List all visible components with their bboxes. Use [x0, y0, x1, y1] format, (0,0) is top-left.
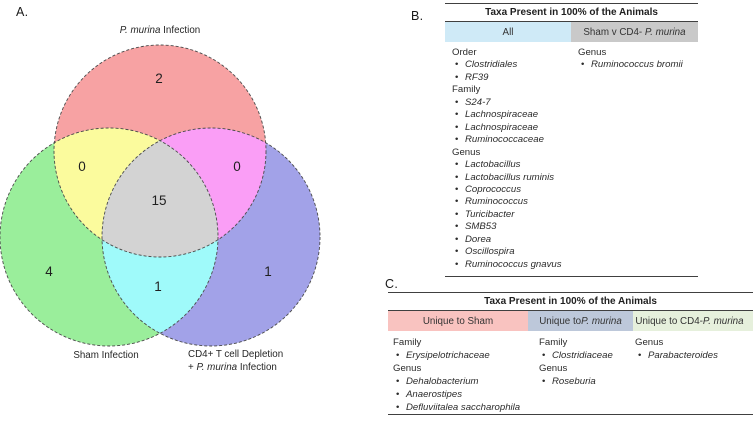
taxon: • Roseburia — [539, 375, 613, 388]
taxon: • Ruminococcus gnavus — [452, 259, 562, 271]
taxon: • Oscillospira — [452, 246, 562, 258]
panel-c-col-cd4 — [635, 336, 718, 362]
venn-count-sham-pmurina: 0 — [78, 159, 86, 174]
group-name: Genus — [635, 337, 664, 348]
panel-b-header-sham-v-cd4: Sham v CD4- P. murina — [583, 26, 686, 38]
venn-count-cd4-pmurina: 0 — [233, 159, 241, 174]
taxon: • Erysipelotrichaceae — [393, 349, 520, 362]
panel-b-table — [445, 3, 698, 277]
venn-count-center: 15 — [151, 193, 167, 208]
group-name: Family — [393, 337, 422, 348]
venn-diagram — [0, 0, 340, 421]
group-name: Genus — [539, 363, 568, 374]
taxon: • Coprococcus — [452, 184, 562, 196]
taxon: • Lachnospiraceae — [452, 109, 562, 121]
taxon: • Lachnospiraceae — [452, 122, 562, 134]
taxon: • Lactobacillus — [452, 159, 562, 171]
group-name: Genus — [452, 146, 481, 158]
panel-b-header-row — [445, 22, 698, 42]
group-name: Order — [452, 47, 477, 58]
venn-label-pmurina — [120, 25, 200, 36]
panel-c-header-row — [388, 311, 753, 331]
taxon: • S24-7 — [452, 97, 562, 109]
taxon: • Ruminococcus bromii — [578, 59, 683, 71]
group-name: Family — [539, 337, 568, 348]
venn-label-sham: Sham Infection — [73, 350, 139, 361]
taxon: • RF39 — [452, 72, 562, 84]
venn-label-pmurina-rest: Infection — [160, 25, 201, 36]
venn-count-pmurina-only: 2 — [155, 71, 163, 86]
panel-c-table — [388, 292, 753, 415]
panel-c-body — [388, 331, 753, 415]
taxon: • Defluviitalea saccharophila — [393, 401, 520, 414]
panel-c-title: Taxa Present in 100% of the Animals — [388, 292, 753, 311]
panel-c-header-unique-pmurina: Unique to P. murina — [528, 311, 633, 331]
panel-c-col-pmurina — [539, 336, 613, 388]
taxon: • Ruminococcaceae — [452, 134, 562, 146]
taxon: • Clostridiaceae — [539, 349, 613, 362]
venn-count-sham-only: 4 — [45, 264, 53, 279]
venn-label-cd4-line2: + P. murina Infection — [188, 361, 277, 373]
panel-c-header-unique-cd4: Unique to CD4- P. murina — [635, 315, 744, 327]
panel-b-label: B. — [411, 9, 424, 23]
taxon: • Turicibacter — [452, 209, 562, 221]
taxon: • Anaerostipes — [393, 388, 520, 401]
taxon: • Parabacteroides — [635, 349, 718, 362]
panel-b-col-all — [452, 47, 562, 271]
venn-label-cd4-line1: CD4+ T cell Depletion — [188, 349, 284, 360]
taxon: • Dorea — [452, 234, 562, 246]
group-name: Family — [452, 84, 481, 96]
panel-c-col-sham — [393, 336, 520, 414]
panel-c-header-unique-sham: Unique to Sham — [388, 311, 528, 331]
panel-b-body — [445, 42, 698, 277]
venn-count-sham-cd4: 1 — [154, 279, 162, 294]
taxon: • Lactobacillus ruminis — [452, 172, 562, 184]
group-name: Genus — [393, 363, 422, 374]
panel-b-title: Taxa Present in 100% of the Animals — [445, 3, 698, 22]
taxon: • Clostridiales — [452, 59, 562, 71]
panel-c-label: C. — [385, 277, 399, 291]
group-name: Genus — [578, 47, 607, 58]
panel-b-col-sham-v-cd4 — [578, 47, 683, 72]
venn-label-pmurina-italic: P. murina — [119, 25, 161, 36]
panel-b-header-all: All — [445, 22, 571, 42]
venn-count-cd4-only: 1 — [264, 264, 272, 279]
taxon: • Ruminococcus — [452, 196, 562, 208]
taxon: • SMB53 — [452, 221, 562, 233]
venn-label-cd4 — [188, 349, 283, 374]
taxon: • Dehalobacterium — [393, 375, 520, 388]
panel-a-label: A. — [16, 5, 29, 19]
